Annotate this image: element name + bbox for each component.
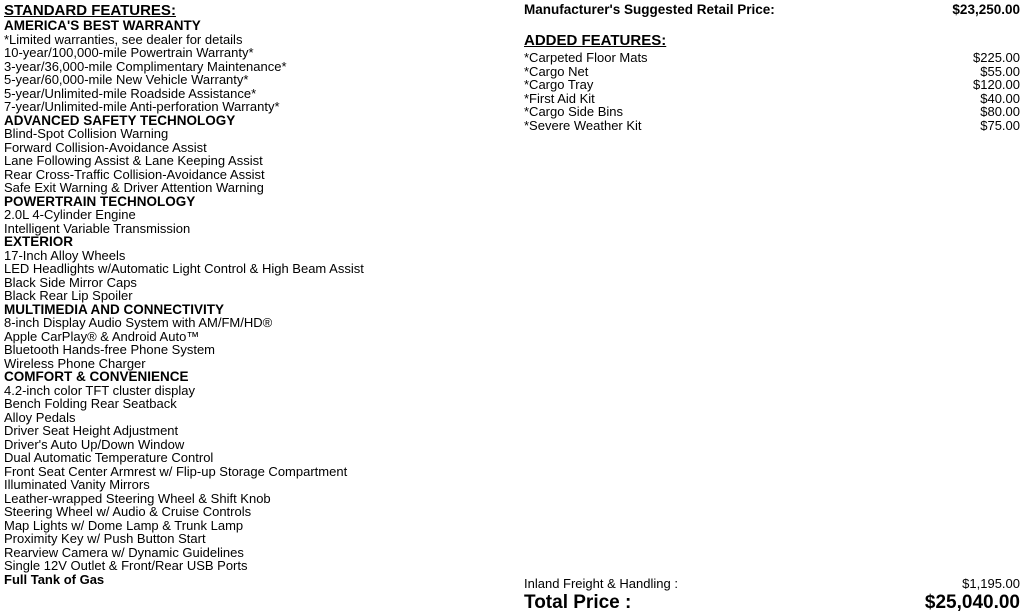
feature-item: Driver Seat Height Adjustment: [4, 423, 179, 438]
added-feature-name: *Cargo Net: [524, 63, 589, 79]
standard-features-column: [4, 2, 504, 586]
feature-item: 17-Inch Alloy Wheels: [4, 247, 126, 263]
added-feature-name: *Cargo Tray: [524, 77, 594, 92]
feature-item: LED Headlights w/Automatic Light Control & High Beam Assist: [4, 261, 364, 276]
group-heading: MULTIMEDIA AND CONNECTIVITY: [4, 301, 224, 317]
feature-group-warranty: [4, 19, 504, 114]
added-feature-row: [524, 51, 1020, 65]
msrp-label: Manufacturer's Suggested Retail Price:: [524, 2, 775, 17]
added-feature-row: [524, 105, 1020, 119]
group-heading: ADVANCED SAFETY TECHNOLOGY: [4, 112, 236, 128]
added-feature-row: [524, 65, 1020, 79]
feature-group-powertrain: [4, 195, 504, 236]
feature-item: Proximity Key w/ Push Button Start: [4, 531, 206, 546]
total-price-label: Total Price :: [524, 592, 632, 613]
total-price-value: $25,040.00: [924, 592, 1020, 613]
feature-item: Blind-Spot Collision Warning: [4, 126, 169, 141]
feature-group-multimedia: [4, 303, 504, 371]
added-feature-price: $80.00: [980, 104, 1020, 119]
feature-item: 2.0L 4-Cylinder Engine: [4, 207, 136, 222]
group-heading: EXTERIOR: [4, 234, 74, 249]
pricing-column: [524, 2, 1020, 132]
feature-item: Wireless Phone Charger: [4, 355, 146, 371]
feature-item: Bench Folding Rear Seatback: [4, 396, 177, 411]
added-feature-name: *Carpeted Floor Mats: [524, 50, 648, 65]
msrp-row: [524, 2, 1020, 18]
added-features-title: ADDED FEATURES:: [524, 32, 667, 49]
added-feature-name: *First Aid Kit: [524, 90, 595, 106]
feature-item: Intelligent Variable Transmission: [4, 220, 191, 236]
added-feature-price: $40.00: [980, 90, 1020, 106]
feature-item: 3-year/36,000-mile Complimentary Maintenance*: [4, 58, 287, 74]
feature-item: Rear Cross-Traffic Collision-Avoidance Assist: [4, 166, 265, 182]
added-feature-price: $120.00: [973, 77, 1020, 92]
freight-label: Inland Freight & Handling :: [524, 576, 678, 591]
added-feature-name: *Severe Weather Kit: [524, 117, 642, 133]
added-feature-price: $75.00: [980, 117, 1020, 133]
added-feature-row: [524, 92, 1020, 106]
feature-group-comfort: [4, 370, 504, 573]
freight-row: [524, 576, 1020, 591]
feature-item: Bluetooth Hands-free Phone System: [4, 342, 216, 357]
added-features-list: [524, 51, 1020, 132]
feature-item: 5-year/60,000-mile New Vehicle Warranty*: [4, 72, 249, 87]
added-feature-price: $55.00: [980, 63, 1020, 79]
added-feature-price: $225.00: [973, 50, 1020, 65]
feature-item: Map Lights w/ Dome Lamp & Trunk Lamp: [4, 517, 244, 533]
added-feature-row: [524, 119, 1020, 133]
feature-item: 8-inch Display Audio System with AM/FM/HD®: [4, 315, 273, 330]
feature-item: Rearview Camera w/ Dynamic Guidelines: [4, 544, 244, 560]
feature-item: Forward Collision-Avoidance Assist: [4, 139, 207, 155]
group-heading: COMFORT & CONVENIENCE: [4, 369, 189, 384]
feature-item: Alloy Pedals: [4, 409, 76, 425]
feature-item: 4.2-inch color TFT cluster display: [4, 382, 195, 398]
total-price-row: [524, 592, 1020, 614]
feature-item: 7-year/Unlimited-mile Anti-perforation Warranty*: [4, 99, 280, 114]
group-heading: POWERTRAIN TECHNOLOGY: [4, 193, 196, 209]
feature-item: *Limited warranties, see dealer for details: [4, 31, 243, 47]
feature-item: Apple CarPlay® & Android Auto™: [4, 328, 200, 344]
feature-item: Leather-wrapped Steering Wheel & Shift Knob: [4, 490, 271, 506]
feature-item: 5-year/Unlimited-mile Roadside Assistance*: [4, 85, 257, 101]
full-tank-of-gas-line: Full Tank of Gas: [4, 571, 105, 587]
feature-item: Single 12V Outlet & Front/Rear USB Ports: [4, 558, 248, 573]
totals-block: [524, 576, 1020, 614]
feature-item: Steering Wheel w/ Audio & Cruise Controls: [4, 504, 252, 519]
feature-item: 10-year/100,000-mile Powertrain Warranty*: [4, 45, 254, 60]
feature-item: Black Rear Lip Spoiler: [4, 288, 133, 303]
msrp-value: $23,250.00: [952, 2, 1020, 17]
feature-item: Driver's Auto Up/Down Window: [4, 436, 185, 452]
standard-features-title: STANDARD FEATURES:: [4, 2, 176, 19]
freight-value: $1,195.00: [962, 576, 1020, 591]
feature-item: Lane Following Assist & Lane Keeping Assist: [4, 153, 263, 168]
feature-item: Illuminated Vanity Mirrors: [4, 477, 150, 492]
group-heading: AMERICA'S BEST WARRANTY: [4, 18, 201, 33]
added-feature-row: [524, 78, 1020, 92]
feature-group-safety: [4, 114, 504, 195]
feature-item: Front Seat Center Armrest w/ Flip-up Storage Compartment: [4, 463, 348, 479]
feature-group-exterior: [4, 235, 504, 303]
feature-item: Safe Exit Warning & Driver Attention Warning: [4, 180, 264, 195]
added-feature-name: *Cargo Side Bins: [524, 104, 623, 119]
feature-item: Dual Automatic Temperature Control: [4, 450, 214, 465]
feature-item: Black Side Mirror Caps: [4, 274, 137, 290]
